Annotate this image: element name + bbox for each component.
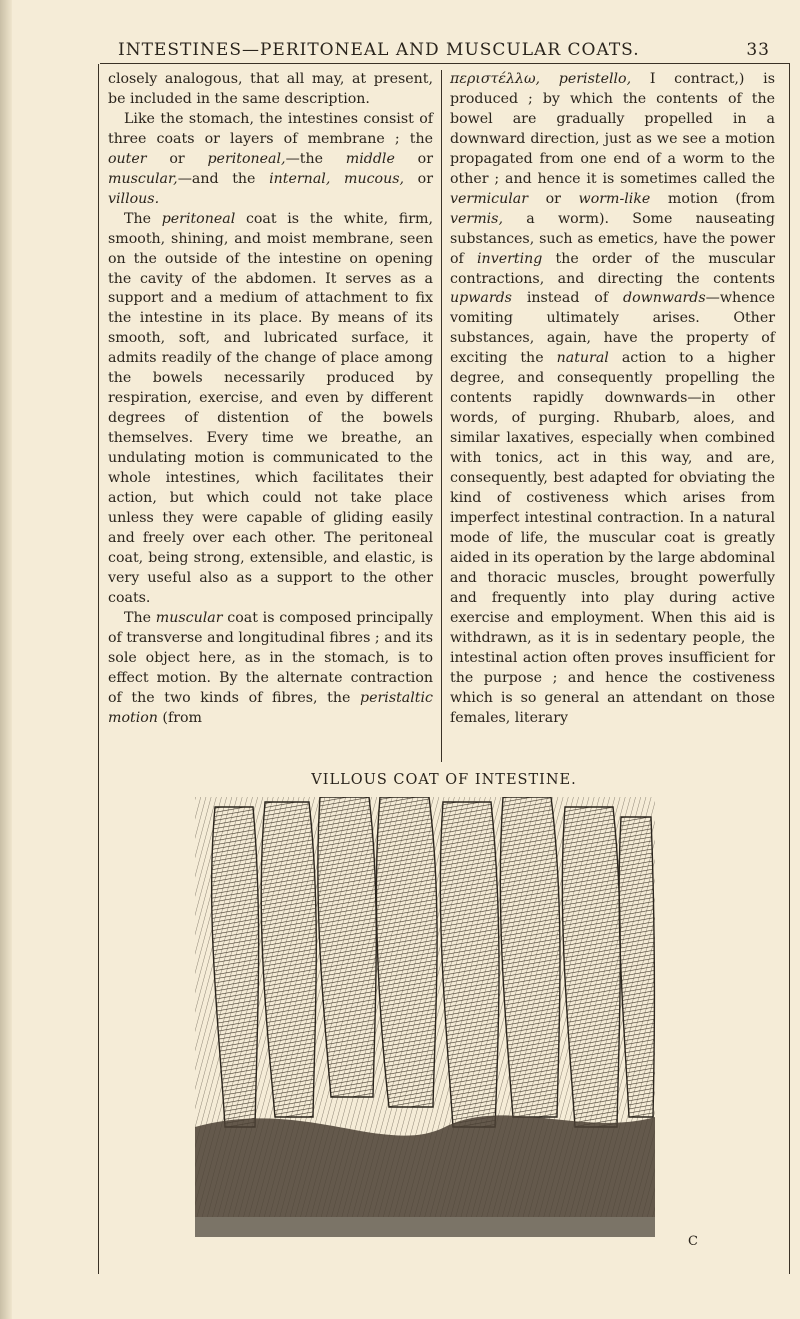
paragraph: closely analogous, that all may, at present, be included in the same description. — [108, 71, 433, 107]
page-number: 33 — [746, 40, 770, 60]
figure-caption: VILLOUS COAT OF INTESTINE. — [311, 772, 577, 788]
signature-mark: C — [688, 1234, 698, 1249]
villus — [440, 802, 499, 1127]
column-divider — [441, 70, 442, 762]
running-header — [118, 32, 770, 60]
left-column — [108, 70, 433, 728]
base-layer — [195, 1217, 655, 1237]
paragraph: περιστέλλω, peristello, I contract,) is produced ; by which the contents of the bowel are gradually propelled in a downward direction, just as we see a motion propagated from one end of a worm to the other ; and hence it is sometimes called the vermicular or worm-like motion (from vermis, a worm). Some nauseating substances, such as emetics, have the power of inverting the order of the muscular contractions, and directing the contents upwards instead of downwards—whence vomiting ultimately arises. Other substances, again, have the property of exciting the natural action to a higher degree, and consequently propelling the contents rapidly downwards—in other words, of purging. Rhubarb, aloes, and similar laxatives, especially when combined with tonics, act in this way, and are, consequently, best adapted for obviating the kind of costiveness which arises from imperfect intestinal contraction. In a natural mode of life, the muscular coat is greatly aided in its operation by the large abdominal and thoracic muscles, brought powerfully and frequently into play during active exercise and employment. When this aid is withdrawn, as it is in sedentary people, the intestinal action often proves insufficient for the purpose ; and hence the costiveness which is so general an attendant on those females, literary — [450, 71, 775, 726]
villus — [562, 807, 620, 1127]
villous-coat-illustration — [185, 797, 665, 1257]
villi-group — [212, 797, 655, 1127]
villus — [318, 797, 376, 1097]
paragraph: The peritoneal coat is the white, firm, smooth, shining, and moist membrane, seen on the outside of the intestine on opening the cavity of the abdomen. It serves as a support and a medium of attachment to fix the intestine in its place. By means of its smooth, soft, and lubricated surface, it admits readily of the change of place among the bowels necessarily produced by respiration, exercise, and even by different degrees of distention of the bowels themselves. Every time we breathe, an undulating motion is communicated to the whole intestines, which facilitates their action, but which could not take place unless they were capable of gliding easily and freely over each other. The peritoneal coat, being strong, extensible, and elastic, is very useful also as a support to the other coats. — [108, 210, 433, 606]
villus — [376, 797, 437, 1107]
page-title: INTESTINES—PERITONEAL AND MUSCULAR COATS. — [118, 40, 640, 60]
right-column — [450, 70, 775, 728]
villus — [500, 797, 560, 1117]
paragraph: The muscular coat is composed principally of transverse and longitudinal fibres ; and its sole object here, as in the stomach, is to effect motion. By the alternate contraction of the two kinds of fibres, the peristaltic motion (from — [108, 609, 433, 726]
paragraph: Like the stomach, the intestines consist of three coats or layers of membrane ; the outer or peritoneal,—the middle or muscular,—and the internal, mucous, or villous. — [108, 110, 433, 207]
page-binding-edge — [0, 0, 12, 1319]
